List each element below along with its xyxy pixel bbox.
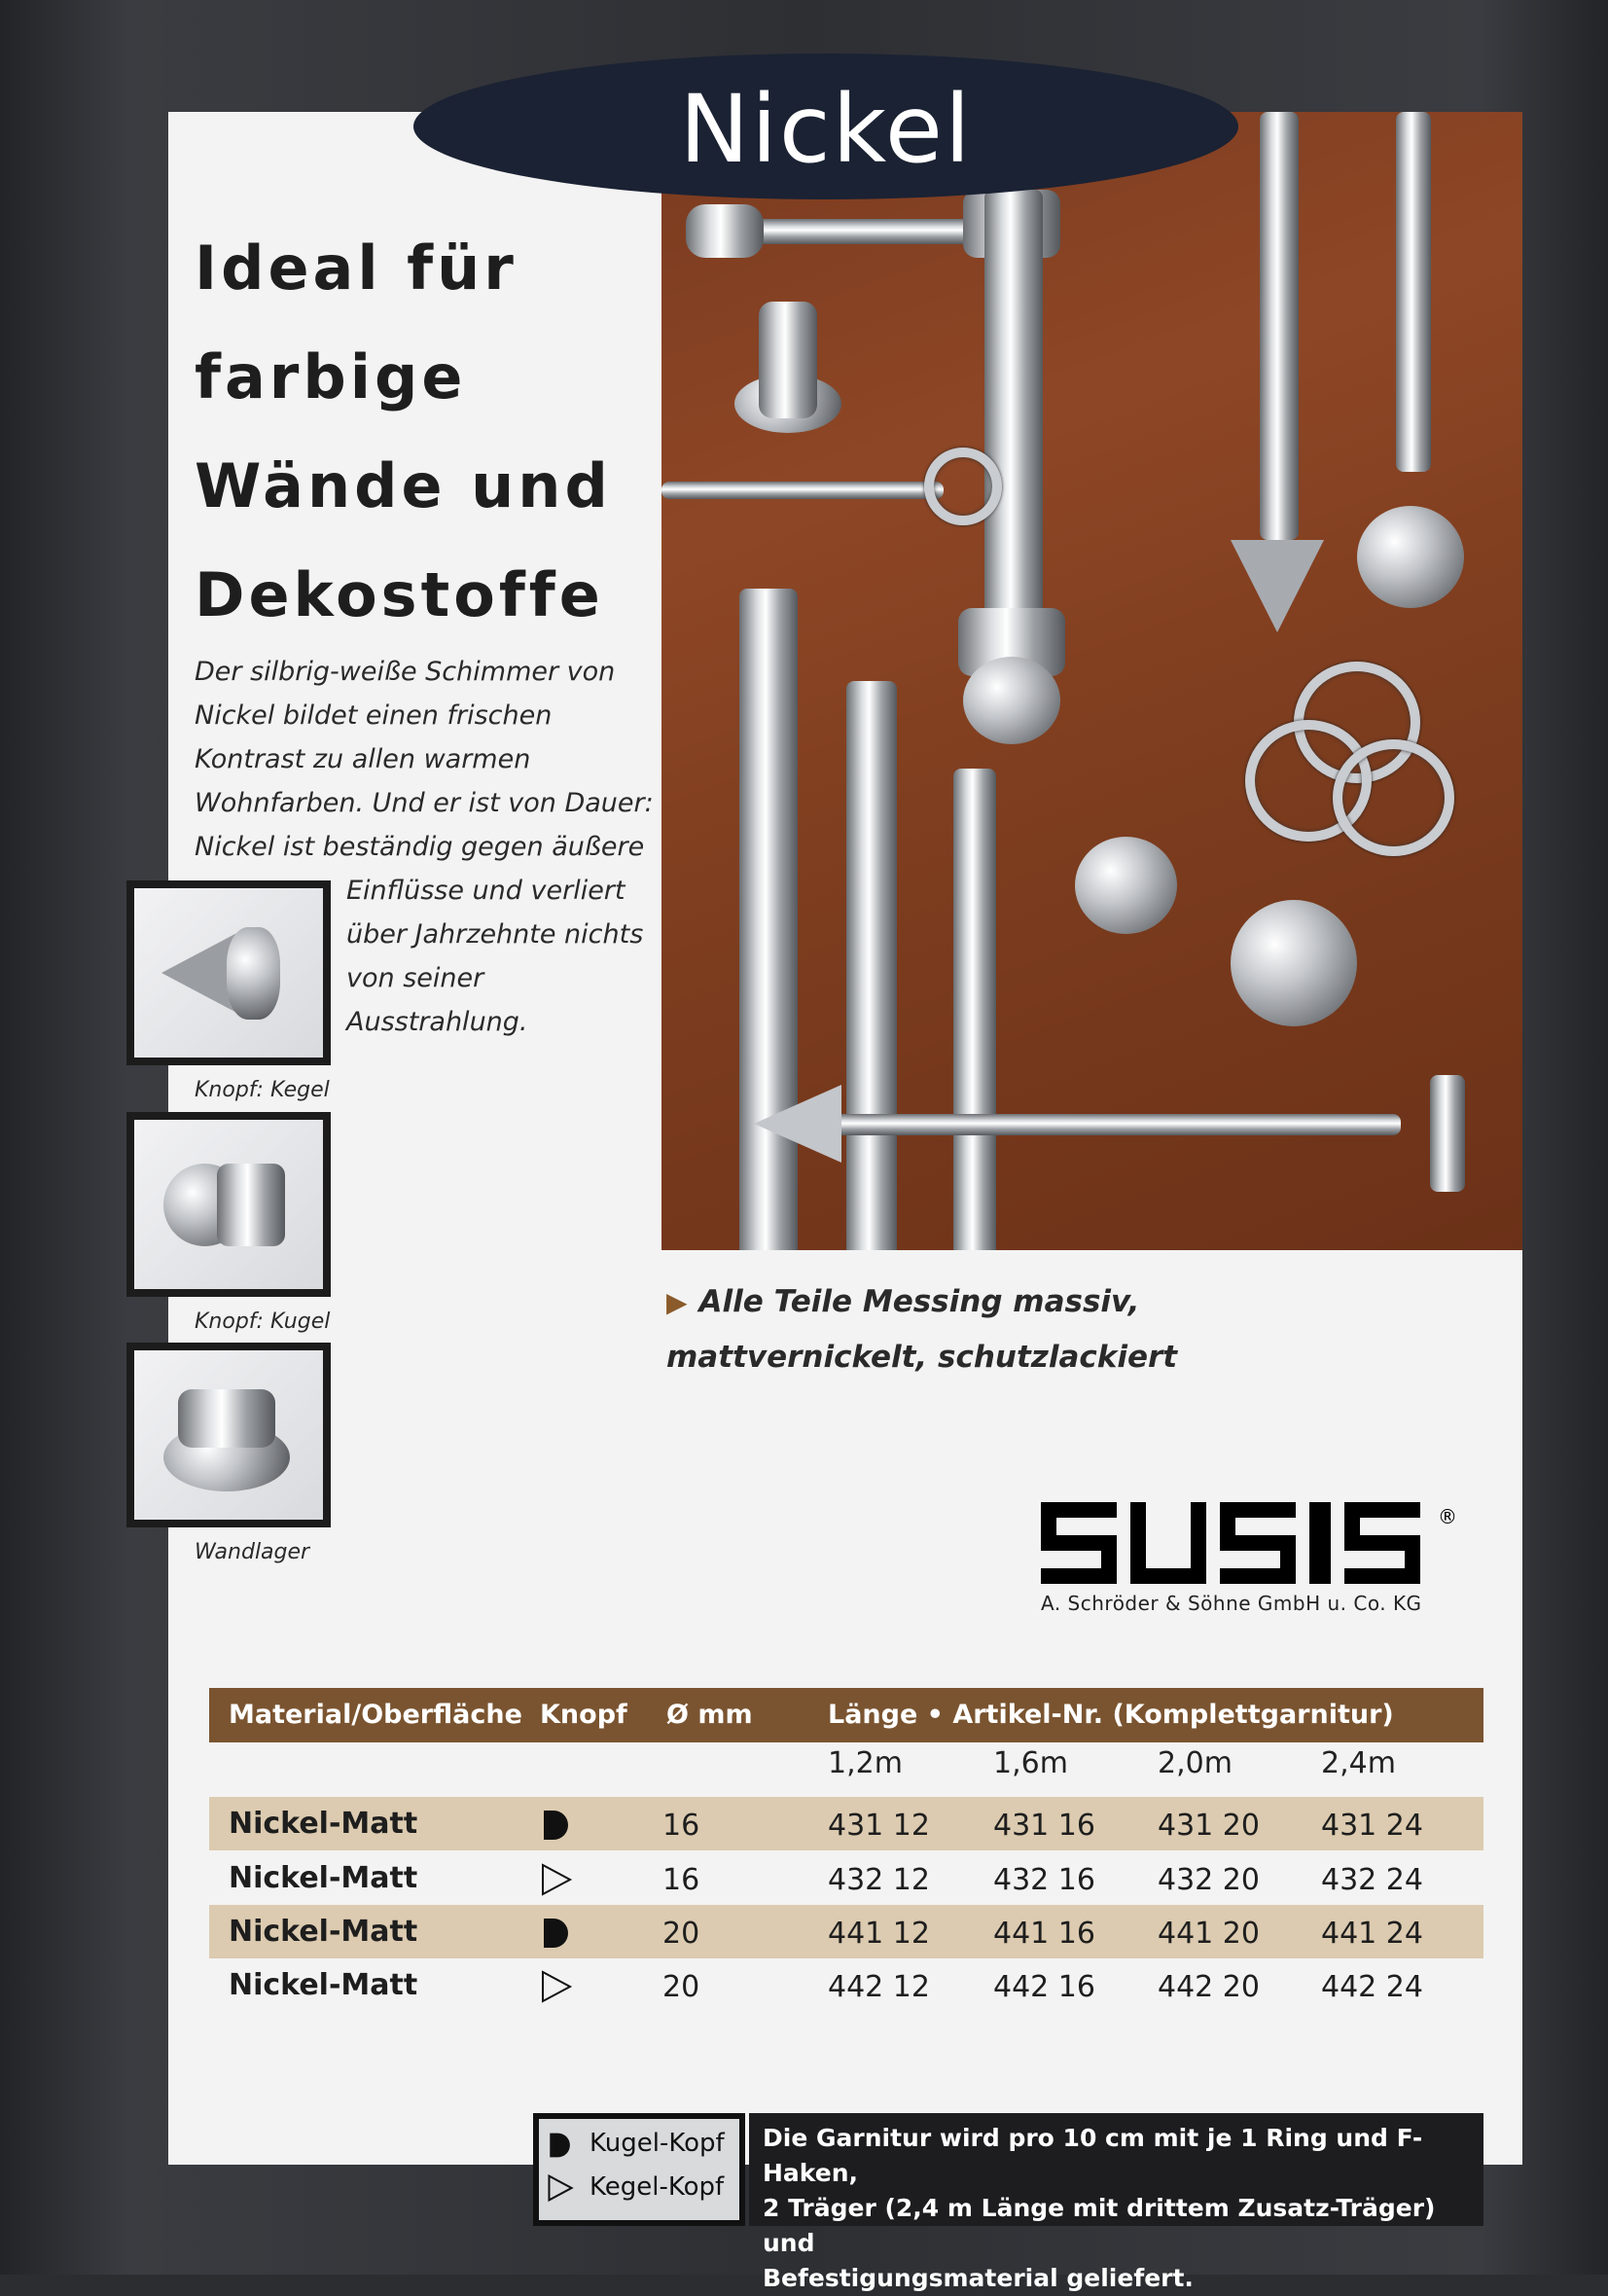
intro-line: über Jahrzehnte nichts <box>346 919 644 950</box>
headline-line: Ideal für <box>195 233 518 304</box>
thumbnail-wall-bracket <box>126 1343 331 1527</box>
table-row <box>209 1905 1483 1958</box>
headline-line: Dekostoffe <box>195 559 604 630</box>
length-label: 1,2m <box>828 1746 903 1780</box>
table-row <box>209 1851 1483 1905</box>
material-cell: Nickel-Matt <box>229 1861 418 1895</box>
table-header <box>209 1688 1483 1742</box>
page-title: Nickel <box>679 75 973 184</box>
article-cell: 442 12 <box>828 1970 930 2004</box>
header-length: Länge • Artikel-Nr. (Komplettgarnitur) <box>828 1700 1394 1730</box>
intro-line: Nickel bildet einen frischen <box>195 700 553 731</box>
table-row <box>209 1958 1483 2012</box>
article-cell: 442 16 <box>993 1970 1095 2004</box>
intro-text-continued <box>346 869 667 1044</box>
footer-line: Befestigungsmaterial geliefert. <box>763 2264 1194 2292</box>
intro-line: Wohnfarben. Und er ist von Dauer: <box>195 788 654 818</box>
header-diameter: Ø mm <box>666 1700 753 1730</box>
article-cell: 442 20 <box>1158 1970 1260 2004</box>
registered-mark: ® <box>1438 1505 1457 1528</box>
diameter-cell: 20 <box>662 1917 700 1951</box>
brand-logo <box>1041 1498 1479 1596</box>
footer-line: Die Garnitur wird pro 10 cm mit je 1 Ring und F-Haken, <box>763 2124 1423 2187</box>
thumbnail-caption: Knopf: Kugel <box>195 1309 331 1334</box>
length-label: 2,4m <box>1321 1746 1396 1780</box>
ball-knob-icon <box>540 1809 573 1842</box>
delivery-note <box>749 2113 1483 2292</box>
article-cell: 431 20 <box>1158 1809 1260 1843</box>
article-cell: 441 24 <box>1321 1917 1423 1951</box>
ball-knob-icon <box>540 1917 573 1950</box>
headline <box>195 214 652 650</box>
play-arrow-icon: ▶ <box>666 1286 688 1318</box>
article-cell: 432 12 <box>828 1863 930 1897</box>
material-cell: Nickel-Matt <box>229 1915 418 1949</box>
legend-label: Kugel-Kopf <box>590 2129 725 2158</box>
article-cell: 432 16 <box>993 1863 1095 1897</box>
intro-line: Ausstrahlung. <box>346 1007 528 1037</box>
header-material: Material/Oberfläche <box>229 1700 522 1730</box>
intro-text <box>195 650 661 869</box>
intro-line: von seiner <box>346 963 484 993</box>
knob-legend <box>533 2113 745 2226</box>
material-note <box>666 1274 1347 1384</box>
note-line: mattvernickelt, schutzlackiert <box>666 1340 1178 1375</box>
diameter-cell: 16 <box>662 1809 700 1843</box>
intro-line: Nickel ist beständig gegen äußere <box>195 832 645 862</box>
note-line: Alle Teile Messing massiv, <box>698 1284 1140 1319</box>
intro-line: Der silbrig-weiße Schimmer von <box>195 657 616 687</box>
thumbnail-ball-knob <box>126 1112 331 1297</box>
legend-label: Kegel-Kopf <box>590 2172 725 2202</box>
cone-knob-icon <box>547 2173 574 2203</box>
table-row <box>209 1797 1483 1850</box>
article-cell: 431 24 <box>1321 1809 1423 1843</box>
thumbnail-caption: Wandlager <box>195 1540 310 1564</box>
intro-line: Kontrast zu allen warmen <box>195 744 531 774</box>
headline-line: farbige <box>195 341 467 413</box>
cone-knob-icon <box>540 1863 573 1896</box>
material-cell: Nickel-Matt <box>229 1968 418 2002</box>
article-cell: 441 20 <box>1158 1917 1260 1951</box>
intro-line: Einflüsse und verliert <box>346 876 625 906</box>
headline-line: Wände und <box>195 450 612 521</box>
article-cell: 431 12 <box>828 1809 930 1843</box>
cone-knob-icon <box>540 1970 573 2003</box>
article-cell: 431 16 <box>993 1809 1095 1843</box>
length-label: 2,0m <box>1158 1746 1233 1780</box>
footer-line: 2 Träger (2,4 m Länge mit drittem Zusatz-Träger) und <box>763 2194 1436 2257</box>
thumbnail-cone-knob <box>126 880 331 1065</box>
thumbnail-caption: Knopf: Kegel <box>195 1078 330 1102</box>
article-cell: 432 20 <box>1158 1863 1260 1897</box>
header-knob: Knopf <box>540 1700 627 1730</box>
company-name: A. Schröder & Söhne GmbH u. Co. KG <box>1041 1592 1422 1615</box>
length-label: 1,6m <box>993 1746 1068 1780</box>
article-cell: 432 24 <box>1321 1863 1423 1897</box>
diameter-cell: 16 <box>662 1863 700 1897</box>
article-cell: 441 12 <box>828 1917 930 1951</box>
ball-knob-icon <box>547 2131 574 2160</box>
diameter-cell: 20 <box>662 1970 700 2004</box>
article-cell: 442 24 <box>1321 1970 1423 2004</box>
product-photo <box>661 112 1522 1250</box>
title-oval <box>413 54 1238 199</box>
material-cell: Nickel-Matt <box>229 1807 418 1841</box>
article-cell: 441 16 <box>993 1917 1095 1951</box>
